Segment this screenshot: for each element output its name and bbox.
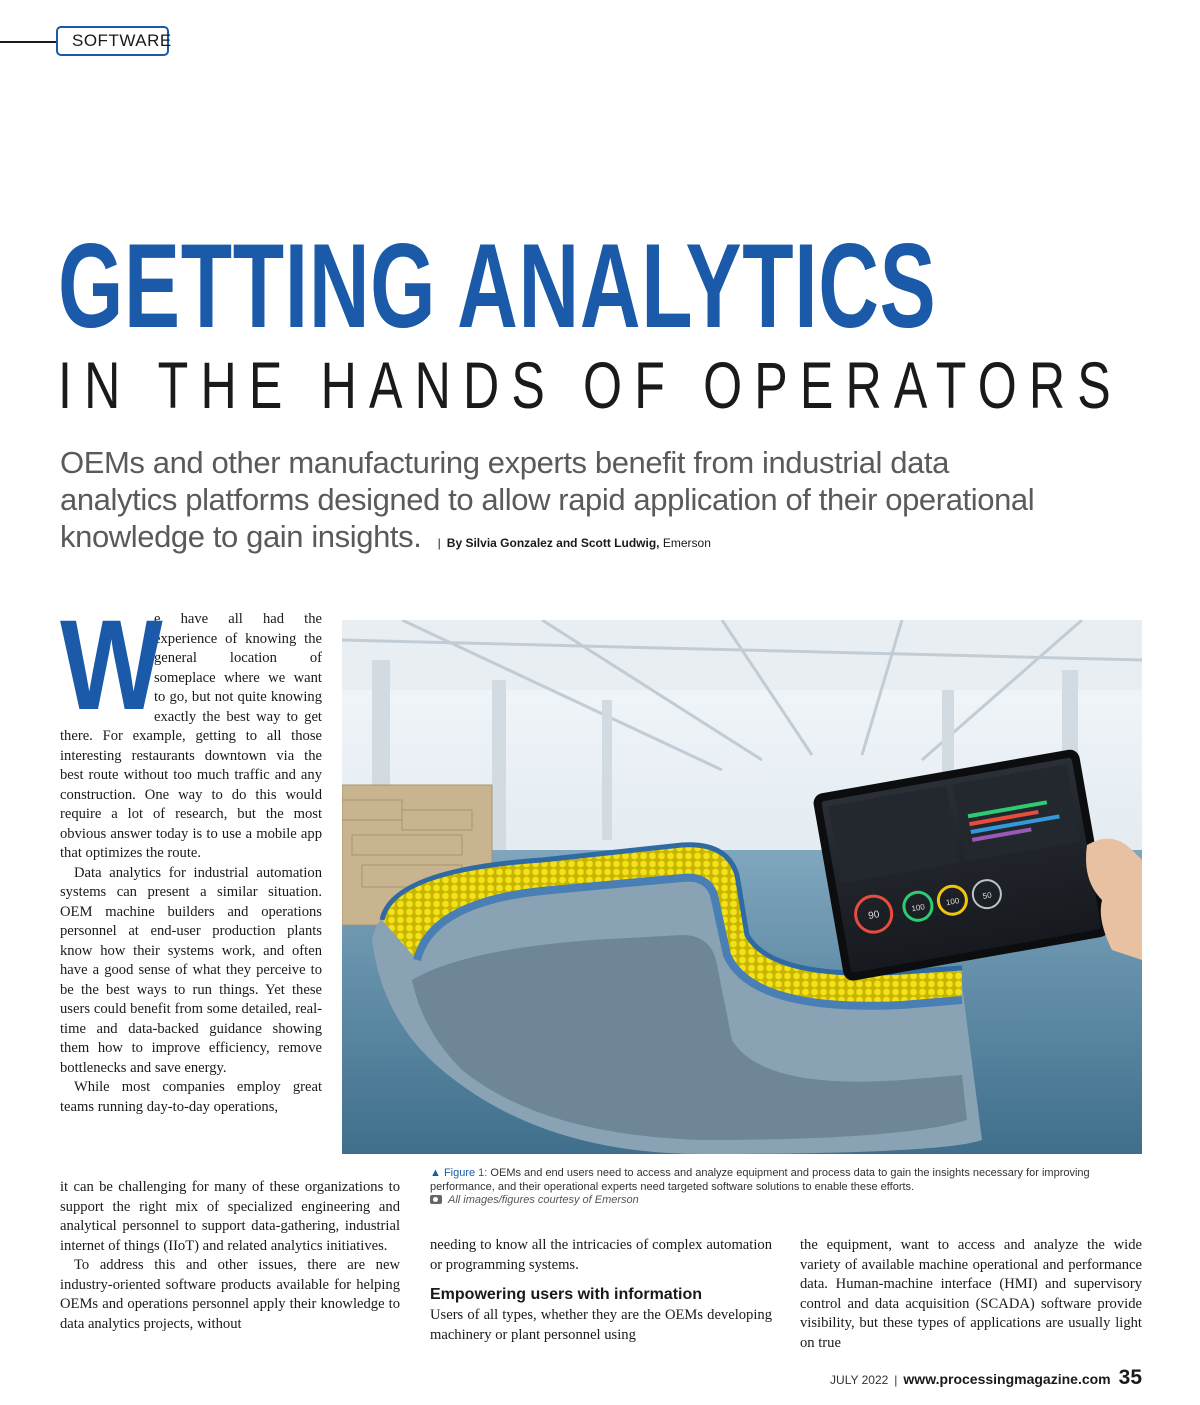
website-link[interactable]: www.processingmagazine.com [903, 1371, 1111, 1387]
byline [430, 536, 711, 550]
byline-authors: By Silvia Gonzalez and Scott Ludwig, [446, 536, 660, 550]
paragraph-2: Data analytics for industrial automation systems can present a similar situation. OEM machine builders and operations personnel at end-user production plants know how their systems work, and often have a good sense of what they perceive to be the best ways to run things. Yet these users could benefit from some detailed, real-time and data-backed guidance showing them how to improve efficiency, remove bottlenecks and save energy. [60, 864, 322, 1076]
headline: GETTING ANALYTICS [58, 219, 937, 353]
figure-caption-text: OEMs and end users need to access and analyze equipment and process data to gain the insights necessary for improving performance, and their operational experts need targeted software solutions to enable these efforts. [430, 1167, 1090, 1193]
column-1-bottom [60, 1178, 400, 1334]
gauge-label: 100 [910, 902, 926, 914]
figure-caption [430, 1167, 1142, 1208]
paragraph-3-end: it can be challenging for many of these organizations to support the right mix of specialized engineering and analytical personnel to support data-gathering, industrial internet of things (IIoT) and related analytics initiatives. [60, 1179, 400, 1254]
figure-credit-text: All images/figures courtesy of Emerson [448, 1194, 639, 1206]
byline-company: Emerson [662, 536, 711, 550]
byline-separator: | [437, 536, 441, 550]
column-1-top [60, 594, 322, 1117]
gauge-label: 100 [945, 896, 961, 908]
gauge-label: 90 [867, 909, 881, 922]
deck [60, 444, 1060, 562]
figure-label: ▲ Figure 1: [430, 1167, 488, 1179]
section-tag [56, 26, 172, 56]
subheadline: IN THE HANDS OF OPERATORS [58, 348, 1123, 422]
footer-separator: | [894, 1373, 898, 1387]
paragraph-4: To address this and other issues, there are new industry-oriented software products available for helping OEMs and operations personnel apply their knowledge to data analytics projects, without [60, 1257, 400, 1332]
column-2-paragraph-1: needing to know all the intricacies of complex automation or programming systems. [430, 1237, 772, 1273]
section-rule [0, 41, 58, 43]
figure-photo [342, 620, 1142, 1154]
page-footer [830, 1366, 1142, 1390]
column-2-paragraph-2: Users of all types, whether they are the OEMs developing machinery or plant personnel using [430, 1307, 772, 1343]
paragraph-1: e have all had the experience of knowing the general location of someplace where we want to go, but not quite knowing exactly the best way to get there. For example, getting to all those interesting restaurants downtown via the best route without too much traffic and any construction. One way to do this would require a lot of research, but the most obvious answer today is to use a mobile app that optimizes the route. [60, 611, 322, 861]
section-subhead: Empowering users with information [430, 1286, 703, 1303]
issue-date: JULY 2022 [830, 1373, 889, 1387]
column-3-paragraph-1: the equipment, want to access and analyze the wide variety of available machine operational and performance data. Human-machine interface (HMI) and supervisory control and data acquisition (SCADA) software provide visibility, but these types of applications are usually light on true [800, 1237, 1142, 1351]
deck-text: OEMs and other manufacturing experts benefit from industrial data analytics platforms designed to allow rapid application of their operational knowledge to gain insights. [60, 445, 1035, 554]
page-number: 35 [1118, 1366, 1142, 1389]
column-3 [800, 1236, 1142, 1353]
factory-conveyor-illustration [342, 620, 1142, 1154]
dropcap: W [60, 594, 163, 737]
paragraph-3-start: While most companies employ great teams running day-to-day operations, [60, 1079, 322, 1115]
section-tag-label: SOFTWARE [72, 31, 172, 50]
gauge-label: 50 [981, 890, 993, 901]
figure-credit [430, 1194, 1142, 1208]
camera-icon [430, 1195, 442, 1204]
column-2 [430, 1236, 772, 1345]
